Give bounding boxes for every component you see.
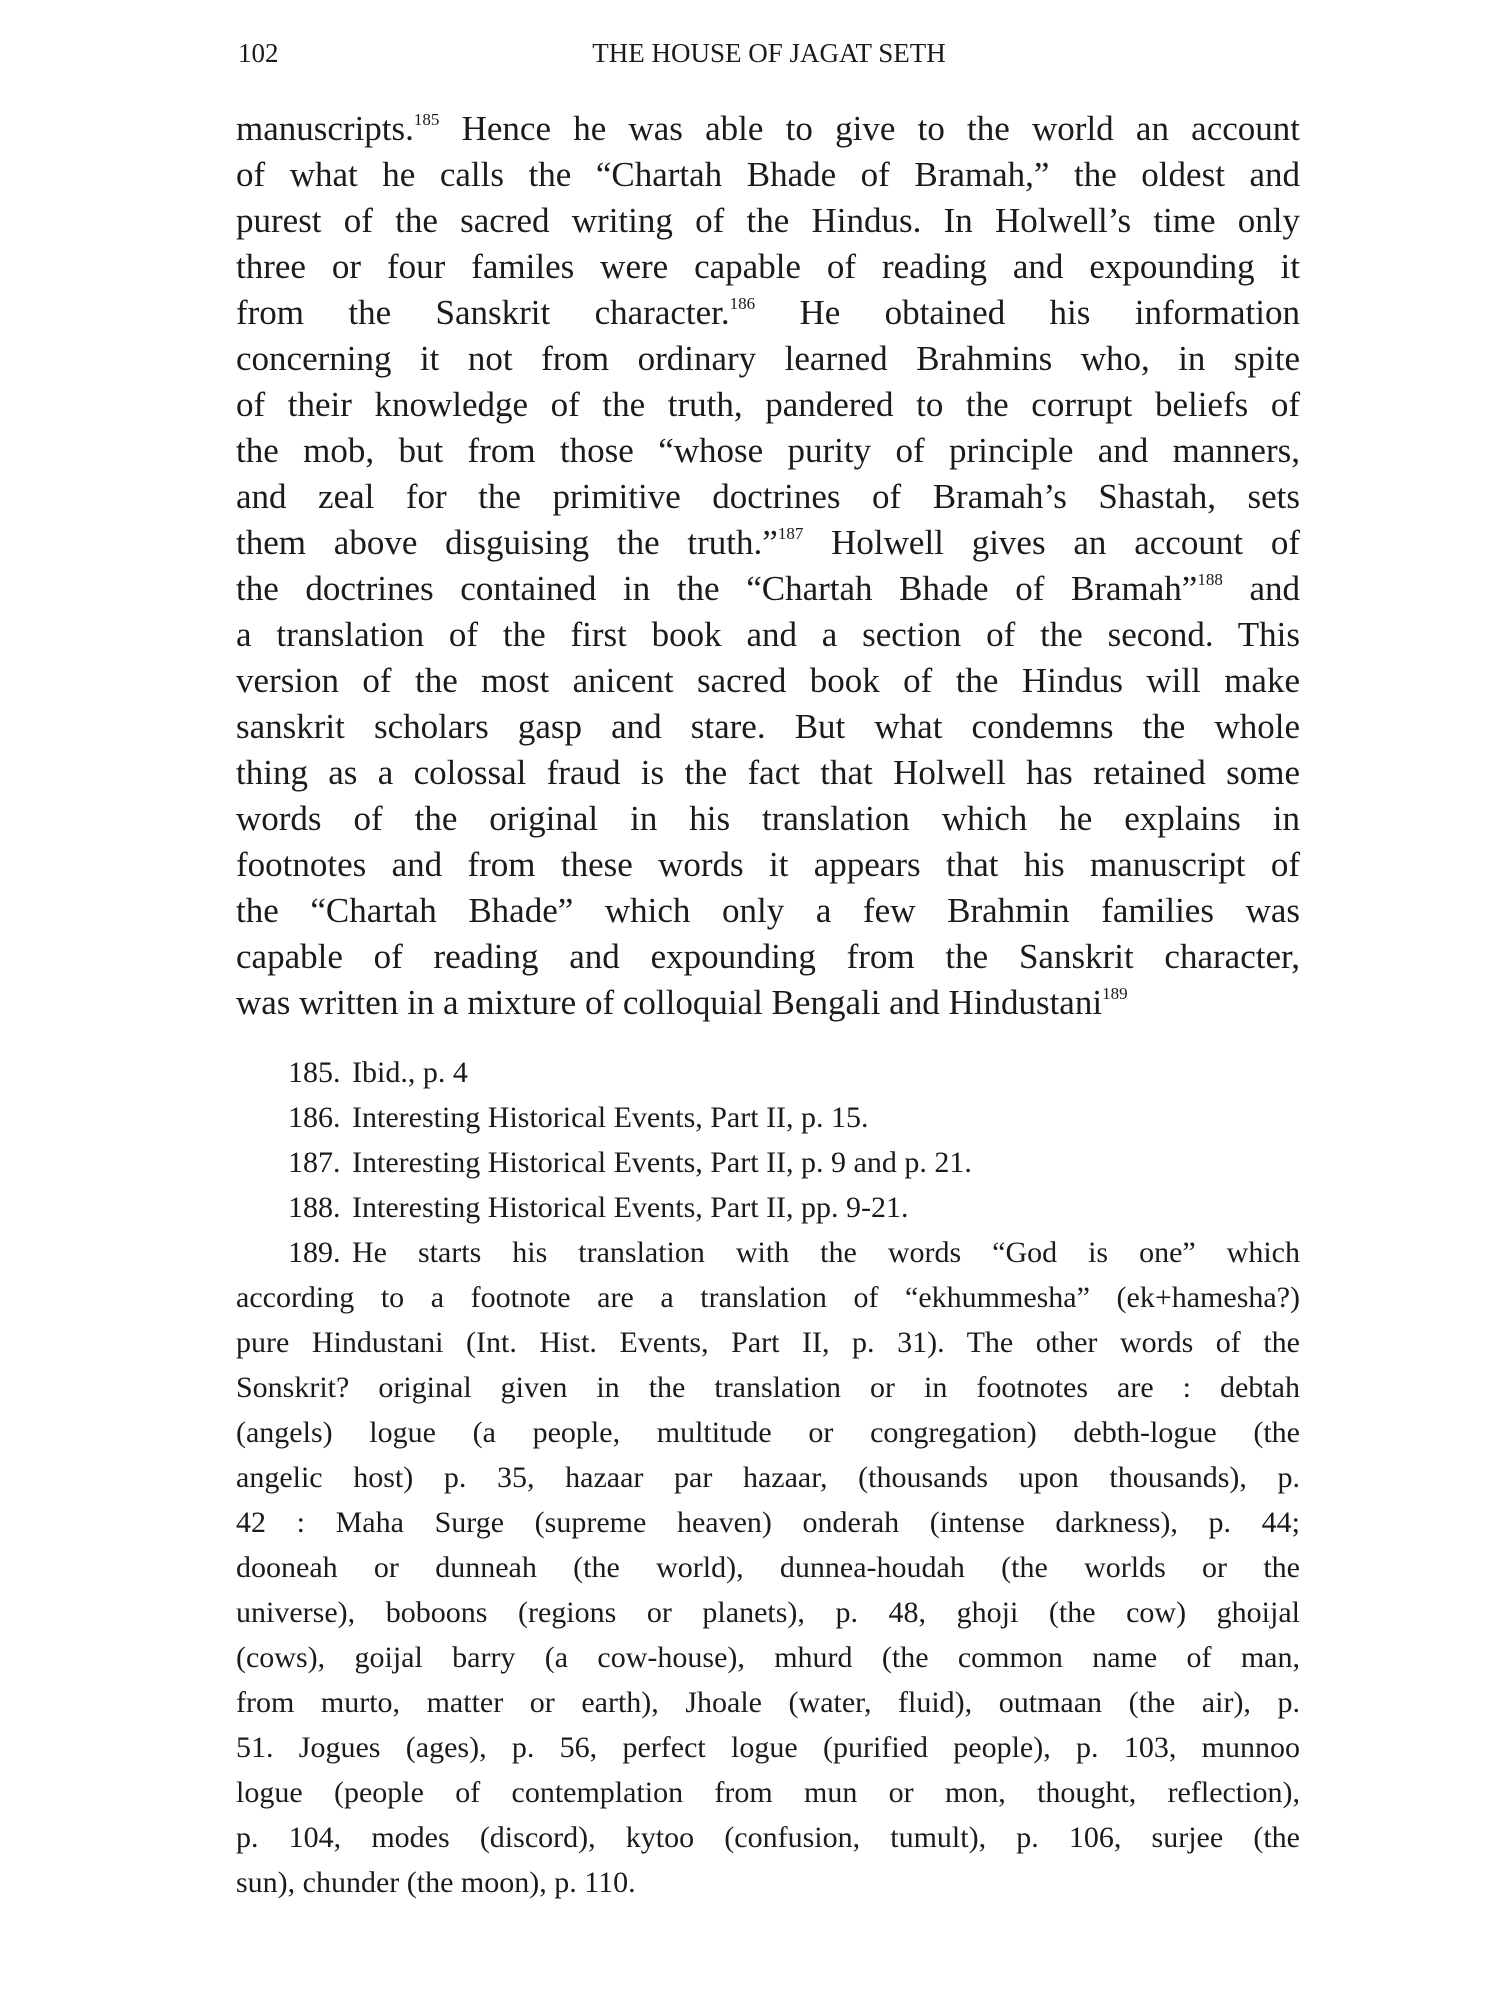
footnote-189 xyxy=(236,1230,1300,1905)
footnote-line: dooneah or dunneah (the world), dunnea-houdah (the worlds or the xyxy=(236,1551,1300,1584)
text-line: from the Sanskrit character.$^{186}$ He obtained his information xyxy=(236,293,1301,332)
text-line: three or four familes were capable of reading and expounding it xyxy=(236,247,1300,286)
footnote-line: (angels) logue (a people, multitude or congregation) debth-logue (the xyxy=(236,1416,1300,1449)
footnote-reference[interactable]: 188 xyxy=(1197,570,1223,589)
text-line: purest of the sacred writing of the Hindus. In Holwell’s time only xyxy=(236,201,1300,240)
footnote-line: 42 : Maha Surge (supreme heaven) onderah (intense darkness), p. 44; xyxy=(236,1506,1300,1539)
footnote-line: from murto, matter or earth), Jhoale (water, fluid), outmaan (the air), p. xyxy=(236,1686,1300,1719)
footnote-187 xyxy=(236,1140,1300,1185)
footnote-reference[interactable]: 185 xyxy=(413,110,440,129)
footnote-line: p. 104, modes (discord), kytoo (confusion, tumult), p. 106, surjee (the xyxy=(236,1821,1300,1854)
running-title: THE HOUSE OF JAGAT SETH xyxy=(592,38,946,68)
footnote-line: logue (people of contemplation from mun or mon, thought, reflection), xyxy=(236,1776,1300,1809)
text-line: the “Chartah Bhade” which only a few Brahmin families was xyxy=(236,891,1300,930)
footnote-number: 188. xyxy=(288,1191,341,1224)
footnote-number: 185. xyxy=(288,1056,341,1089)
footnote-186 xyxy=(236,1095,1300,1140)
text-line: thing as a colossal fraud is the fact that Holwell has retained some xyxy=(236,753,1300,792)
text-line: of what he calls the “Chartah Bhade of Bramah,” the oldest and xyxy=(236,155,1300,194)
footnote-line: universe), boboons (regions or planets), p. 48, ghoji (the cow) ghoijal xyxy=(236,1596,1300,1629)
footnote-line: angelic host) p. 35, hazaar par hazaar, (thousands upon thousands), p. xyxy=(236,1461,1300,1494)
footnote-line: 189. He starts his translation with the words “God is one” which xyxy=(236,1230,1300,1275)
footnote-reference[interactable]: 187 xyxy=(777,524,804,543)
footnote-number: 187. xyxy=(288,1146,341,1179)
footnote-line: sun), chunder (the moon), p. 110. xyxy=(236,1866,636,1899)
footnote-number: 186. xyxy=(288,1101,341,1134)
text-line: was written in a mixture of colloquial Bengali and Hindustani$^{189}$ xyxy=(236,983,1128,1022)
footnote-line: Sonskrit? original given in the translation or in footnotes are : debtah xyxy=(236,1371,1300,1404)
page-number: 102 xyxy=(238,38,279,68)
text-line: manuscripts.$^{185}$ Hence he was able to give to the world an account xyxy=(236,109,1300,148)
footnotes xyxy=(236,1050,1300,1905)
text-line: footnotes and from these words it appears that his manuscript of xyxy=(236,845,1300,884)
footnote-185 xyxy=(236,1050,1300,1095)
text-line: the doctrines contained in the “Chartah Bhade of Bramah”$^{188}$ and xyxy=(236,569,1300,608)
footnote-text: Interesting Historical Events, Part II, p. 15. xyxy=(352,1101,869,1134)
footnote-reference[interactable]: 186 xyxy=(729,294,756,313)
text-line: words of the original in his translation which he explains in xyxy=(236,799,1300,838)
text-line: sanskrit scholars gasp and stare. But what condemns the whole xyxy=(236,707,1300,746)
text-line: the mob, but from those “whose purity of principle and manners, xyxy=(236,431,1300,470)
footnote-line: 51. Jogues (ages), p. 56, perfect logue (purified people), p. 103, munnoo xyxy=(236,1731,1300,1764)
footnote-text: Ibid., p. 4 xyxy=(352,1056,468,1089)
text-line: a translation of the first book and a section of the second. This xyxy=(236,615,1300,654)
footnote-text: Interesting Historical Events, Part II, pp. 9-21. xyxy=(352,1191,909,1224)
text-line: of their knowledge of the truth, pandered to the corrupt beliefs of xyxy=(236,385,1300,424)
text-line: and zeal for the primitive doctrines of Bramah’s Shastah, sets xyxy=(236,477,1300,516)
footnote-number: 189. xyxy=(288,1236,341,1269)
text-line: version of the most anicent sacred book of the Hindus will make xyxy=(236,661,1300,700)
page-header xyxy=(238,38,1300,78)
footnote-line: (cows), goijal barry (a cow-house), mhurd (the common name of man, xyxy=(236,1641,1300,1674)
footnote-reference[interactable]: 189 xyxy=(1102,984,1128,1003)
text-line: capable of reading and expounding from the Sanskrit character, xyxy=(236,937,1300,976)
footnote-188 xyxy=(236,1185,1300,1230)
footnote-line: according to a footnote are a translation of “ekhummesha” (ek+hamesha?) xyxy=(236,1281,1300,1314)
text-line: concerning it not from ordinary learned Brahmins who, in spite xyxy=(236,339,1300,378)
footnote-line: pure Hindustani (Int. Hist. Events, Part II, p. 31). The other words of the xyxy=(236,1326,1300,1359)
main-text xyxy=(236,106,1300,1026)
footnote-text: Interesting Historical Events, Part II, p. 9 and p. 21. xyxy=(352,1146,972,1179)
text-line: them above disguising the truth.”$^{187}$ Holwell gives an account of xyxy=(236,523,1300,562)
